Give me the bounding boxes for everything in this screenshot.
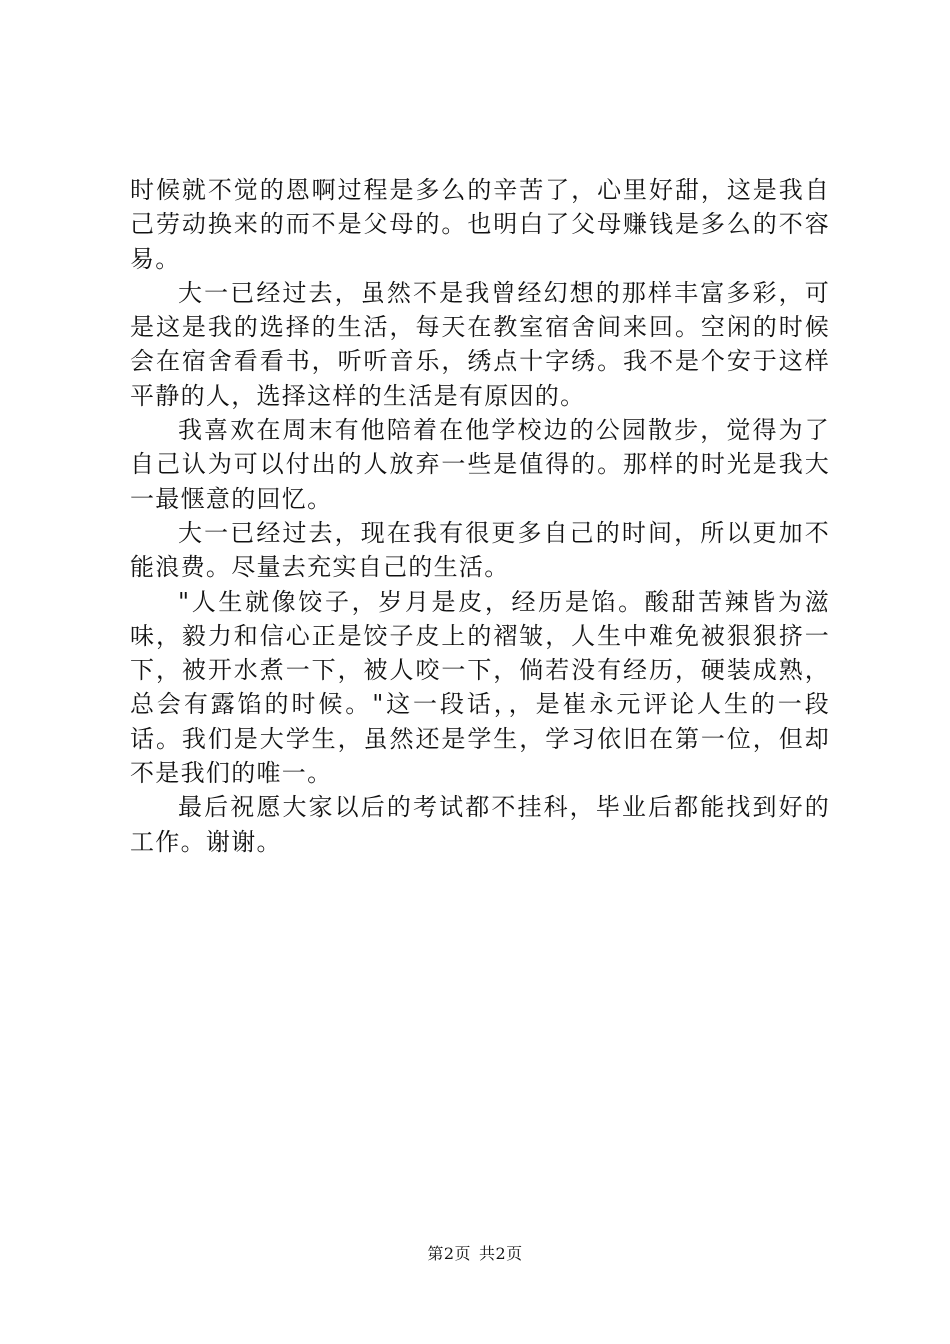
paragraph-2: 大一已经过去，虽然不是我曾经幻想的那样丰富多彩，可是这是我的选择的生活，每天在教室宿舍间来回。空闲的时候会在宿舍看看书，听听音乐，绣点十字绣。我不是个安于这样平静的人，选择这样的生活是有原因的。 <box>130 278 830 410</box>
paragraph-3: 我喜欢在周末有他陪着在他学校边的公园散步，觉得为了自己认为可以付出的人放弃一些是值得的。那样的时光是我大一最惬意的回忆。 <box>130 416 830 513</box>
paragraph-4: 大一已经过去，现在我有很更多自己的时间，所以更加不能浪费。尽量去充实自己的生活。 <box>130 518 830 582</box>
paragraph-5: "人生就像饺子，岁月是皮，经历是馅。酸甜苦辣皆为滋味，毅力和信心正是饺子皮上的褶皱，人生中难免被狠狠挤一下，被开水煮一下，被人咬一下，倘若没有经历，硬装成熟，总会有露馅的时候。"这一段话，，是崔永元评论人生的一段话。我们是大学生，虽然还是学生，学习依旧在第一位，但却不是我们的唯一。 <box>130 587 830 788</box>
page-footer <box>0 1242 950 1266</box>
document-body <box>130 173 830 859</box>
paragraph-6: 最后祝愿大家以后的考试都不挂科，毕业后都能找到好的工作。谢谢。 <box>130 793 830 856</box>
paragraph-1: 时候就不觉的恩啊过程是多么的辛苦了，心里好甜，这是我自己劳动换来的而不是父母的。也明白了父母赚钱是多么的不容易。 <box>130 176 830 273</box>
page-total: 共2页 <box>479 1244 523 1263</box>
page-number: 第2页 <box>427 1244 471 1263</box>
